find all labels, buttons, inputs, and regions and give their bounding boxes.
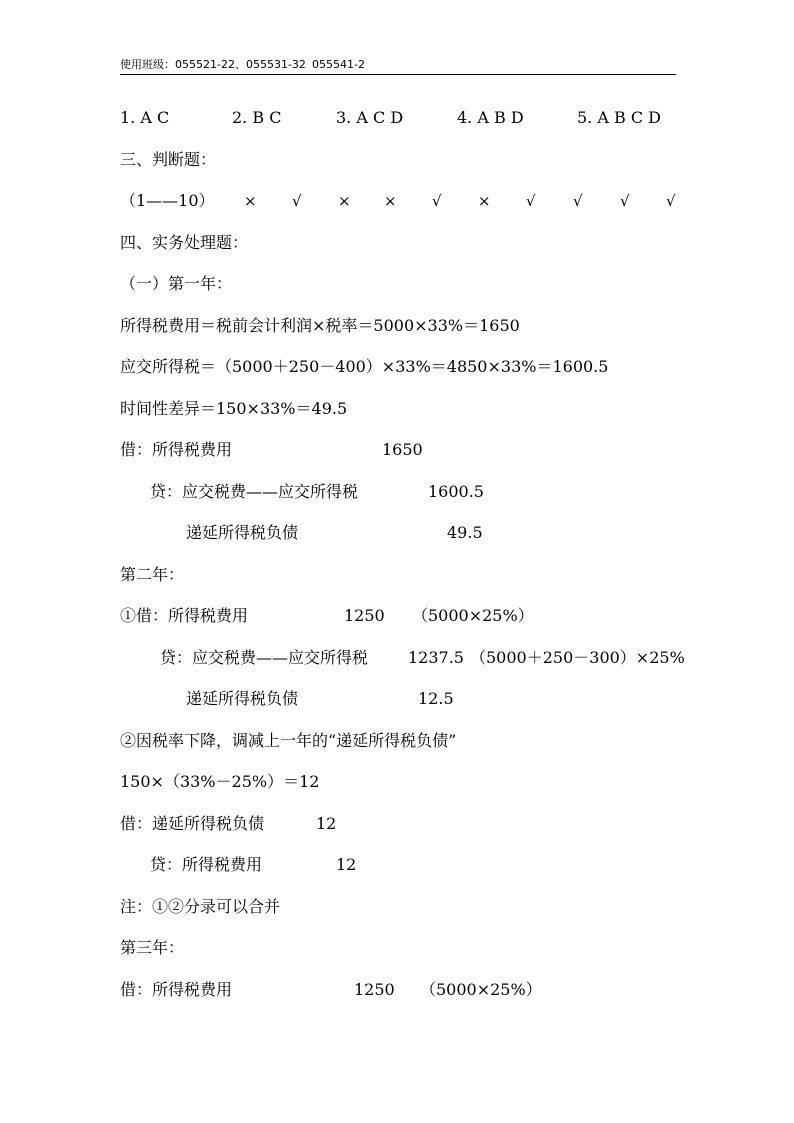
year2-entry1-debit-note: （5000×25%） (412, 606, 534, 625)
section-4-title: 四、实务处理题： (120, 233, 249, 252)
year2-entry1-credit2-amount: 12.5 (418, 689, 454, 708)
year1-credit2-label: 递延所得税负债 (186, 523, 299, 542)
mc-answer-4: 4. A B D (457, 108, 524, 127)
judgment-mark-2: √ (292, 192, 302, 210)
judgment-mark-9: √ (620, 192, 630, 210)
judgment-mark-3: × (338, 192, 351, 210)
judgment-mark-8: √ (573, 192, 583, 210)
year2-entry1-debit-amount: 1250 (344, 606, 385, 625)
judgment-range: （1——10） (120, 191, 215, 210)
year1-debit-label: 借：所得税费用 (120, 440, 233, 459)
part-1-title: （一）第一年： (120, 274, 233, 293)
mc-answer-2: 2. B C (232, 108, 282, 127)
judgment-mark-7: √ (526, 192, 536, 210)
year1-tax-expense-formula: 所得税费用＝税前会计利润×税率＝5000×33%＝1650 (120, 316, 520, 335)
year2-entry2-credit-label: 贷：所得税费用 (150, 855, 263, 874)
section-3-title: 三、判断题： (120, 150, 217, 169)
judgment-mark-4: × (384, 192, 397, 210)
year1-credit2-amount: 49.5 (447, 523, 483, 542)
year2-entry2-description: ②因税率下降，调减上一年的“递延所得税负债” (120, 731, 457, 750)
year2-entry2-calculation: 150×（33%－25%）＝12 (120, 772, 320, 791)
judgment-mark-1: × (244, 192, 257, 210)
year3-debit-amount: 1250 (354, 980, 395, 999)
year2-entry2-credit-amount: 12 (336, 855, 357, 874)
year2-note: 注：①②分录可以合并 (120, 897, 281, 916)
year2-entry1-credit-note: （5000＋250－300）×25% (470, 648, 685, 667)
year2-title: 第二年： (120, 565, 185, 584)
year2-entry2-debit-amount: 12 (316, 814, 337, 833)
header-classes-tail: 055541-2 (312, 58, 365, 71)
year2-entry1-debit-label: ①借：所得税费用 (120, 606, 249, 625)
year1-debit-amount: 1650 (382, 440, 423, 459)
year1-credit1-label: 贷：应交税费——应交所得税 (150, 482, 359, 501)
mc-answer-1: 1. A C (120, 108, 170, 127)
judgment-mark-5: √ (432, 192, 442, 210)
judgment-mark-10: √ (666, 192, 676, 210)
year1-tax-payable-formula: 应交所得税＝（5000＋250－400）×33%＝4850×33%＝1600.5 (120, 357, 609, 376)
year2-entry1-credit-label: 贷：应交税费——应交所得税 (160, 648, 369, 667)
year1-timing-difference: 时间性差异＝150×33%＝49.5 (120, 399, 348, 418)
mc-answer-5: 5. A B C D (577, 108, 661, 127)
judgment-mark-6: × (478, 192, 491, 210)
header-classes: 使用班级：055521-22、055531-32 (120, 58, 306, 71)
year1-credit1-amount: 1600.5 (428, 482, 484, 501)
year2-entry1-credit2-label: 递延所得税负债 (186, 689, 299, 708)
year3-title: 第三年： (120, 938, 185, 957)
year2-entry1-credit-amount: 1237.5 (408, 648, 464, 667)
year3-debit-note: （5000×25%） (420, 980, 542, 999)
year2-entry2-debit-label: 借：递延所得税负债 (120, 814, 265, 833)
mc-answer-3: 3. A C D (336, 108, 404, 127)
page-header (120, 58, 676, 75)
year3-debit-label: 借：所得税费用 (120, 980, 233, 999)
